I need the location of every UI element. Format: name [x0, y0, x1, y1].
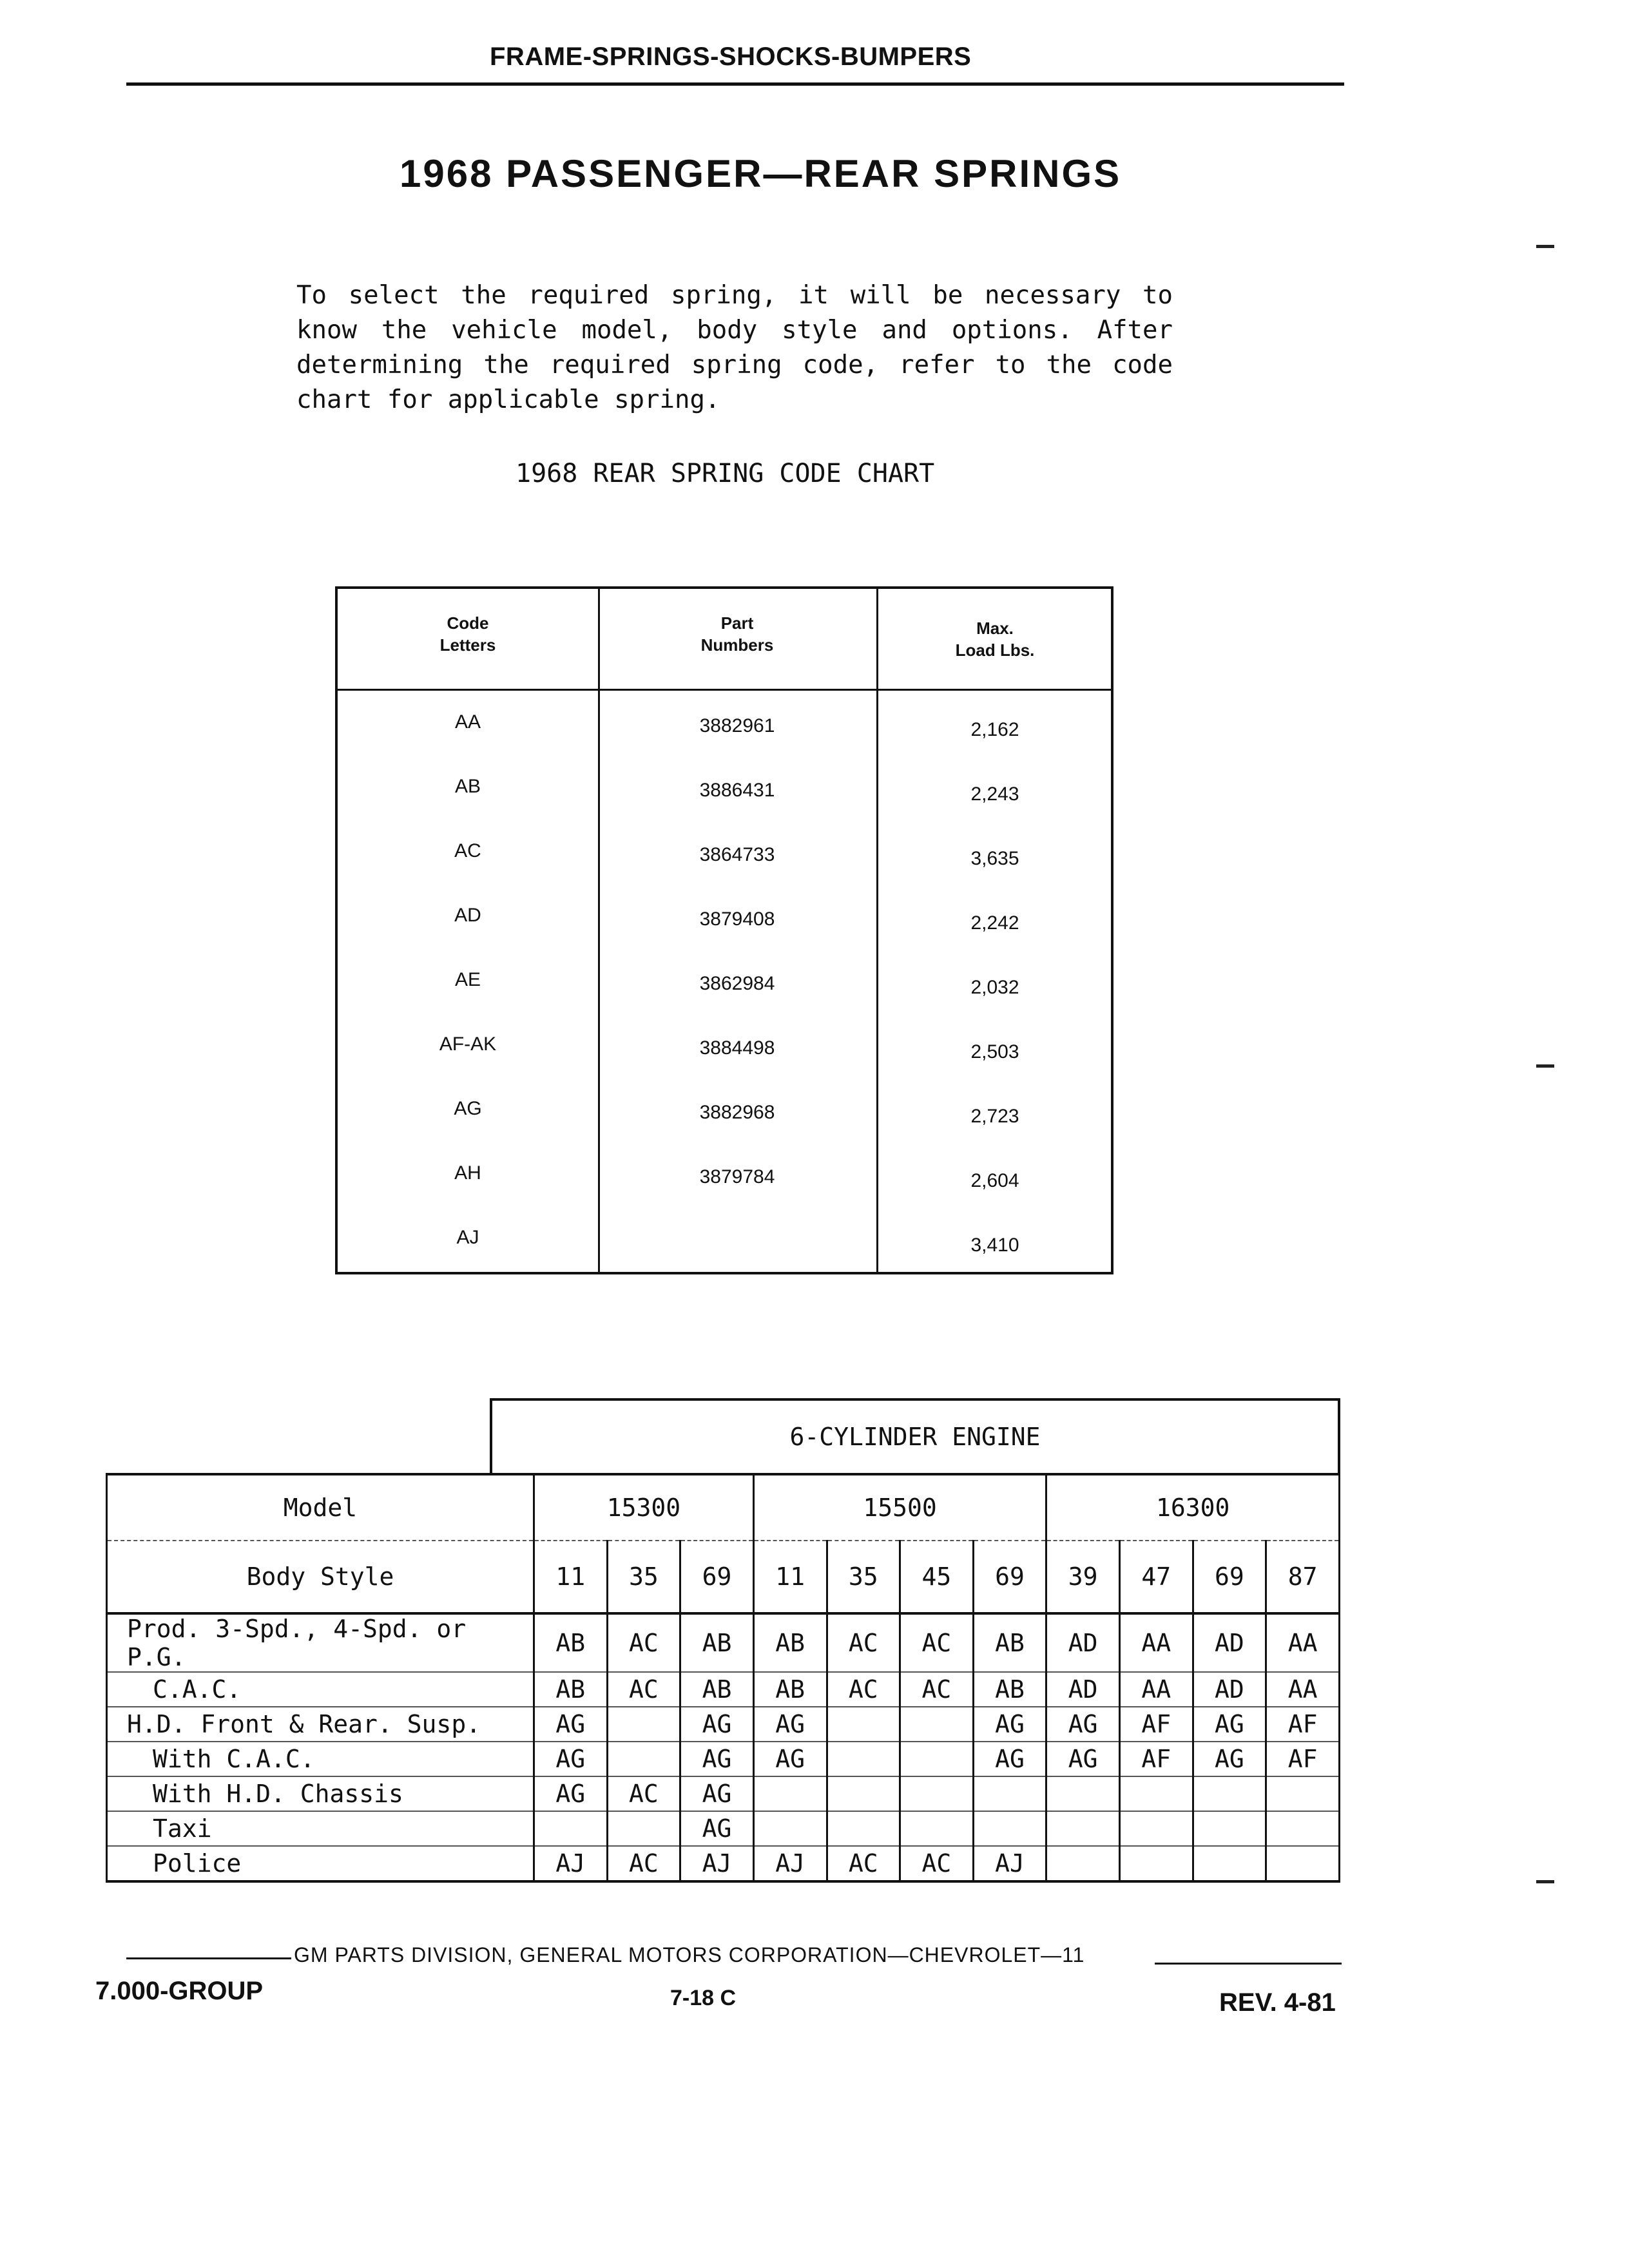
spring-code-cell: AG: [534, 1742, 608, 1776]
margin-mark: [1536, 245, 1554, 248]
spring-code-cell: [1120, 1846, 1193, 1881]
part-number-cell: 3864733: [699, 844, 775, 865]
spring-code-cell: [1120, 1776, 1193, 1811]
spring-code-cell: [900, 1811, 974, 1846]
header-line: Code: [447, 613, 489, 633]
spring-code-cell: AG: [680, 1707, 754, 1742]
part-number-cell: 3882961: [699, 715, 775, 736]
body-style-cell: 87: [1266, 1541, 1340, 1613]
code-letter-cell: AD: [454, 905, 481, 926]
model-15300: 15300: [534, 1474, 754, 1541]
code-letter-cell: AA: [454, 711, 481, 733]
spring-code-cell: [1266, 1811, 1340, 1846]
code-chart-title: 1968 REAR SPRING CODE CHART: [516, 459, 935, 488]
code-letter-cell: AG: [454, 1098, 482, 1119]
max-load-cell: 2,503: [970, 1041, 1019, 1062]
spring-code-cell: AG: [680, 1742, 754, 1776]
spring-code-cell: AC: [827, 1613, 900, 1672]
header-divider: [338, 689, 1111, 691]
max-load-cell: 2,242: [970, 912, 1019, 934]
code-letter-cell: AC: [454, 840, 481, 861]
code-letter-cell: AB: [454, 776, 481, 797]
spring-code-cell: AG: [973, 1742, 1046, 1776]
body-style-cell: 69: [1193, 1541, 1266, 1613]
spring-code-cell: [973, 1811, 1046, 1846]
spring-code-cell: AG: [973, 1707, 1046, 1742]
spring-code-cell: AJ: [973, 1846, 1046, 1881]
spring-code-cell: [1266, 1846, 1340, 1881]
table-row: [107, 1776, 1340, 1811]
header-line: Numbers: [700, 635, 774, 655]
code-letter-cell: AE: [454, 969, 481, 990]
table-row: [107, 1613, 1340, 1672]
spring-code-cell: AC: [827, 1846, 900, 1881]
max-load-cell: 3,410: [970, 1235, 1019, 1256]
spring-code-cell: AG: [534, 1707, 608, 1742]
spring-code-cell: [753, 1776, 827, 1811]
option-label: Prod. 3-Spd., 4-Spd. or P.G.: [107, 1613, 534, 1672]
spring-code-cell: AG: [534, 1776, 608, 1811]
spring-code-cell: AF: [1266, 1707, 1340, 1742]
body-style-cell: 35: [607, 1541, 680, 1613]
engine-header: 6-CYLINDER ENGINE: [490, 1398, 1340, 1473]
spring-code-cell: [1193, 1776, 1266, 1811]
code-letter-cell: AF-AK: [439, 1033, 497, 1055]
footer-text: GM PARTS DIVISION, GENERAL MOTORS CORPORATION—CHEVROLET—11: [294, 1943, 1085, 1966]
option-label: C.A.C.: [107, 1672, 534, 1707]
body-style-cell: 47: [1120, 1541, 1193, 1613]
spring-code-cell: AA: [1120, 1613, 1193, 1672]
part-number-cell: 3879784: [699, 1166, 775, 1187]
spring-code-cell: AG: [680, 1776, 754, 1811]
body-style-row: [107, 1541, 1340, 1613]
spring-code-cell: AG: [1193, 1742, 1266, 1776]
option-label: H.D. Front & Rear. Susp.: [107, 1707, 534, 1742]
spring-code-cell: [753, 1811, 827, 1846]
spring-code-cell: AJ: [534, 1846, 608, 1881]
table-row: [107, 1672, 1340, 1707]
max-load-cell: 3,635: [970, 848, 1019, 869]
spring-code-cell: [900, 1776, 974, 1811]
spring-code-cell: AB: [534, 1672, 608, 1707]
spring-code-cell: AB: [534, 1613, 608, 1672]
spring-code-cell: [900, 1742, 974, 1776]
body-style-cell: 69: [973, 1541, 1046, 1613]
spring-code-cell: AG: [753, 1742, 827, 1776]
spring-code-cell: AB: [753, 1672, 827, 1707]
max-load-cell: 2,243: [970, 783, 1019, 805]
part-number-cell: 3862984: [699, 973, 775, 994]
table-row: [107, 1846, 1340, 1881]
header-line: Max.: [976, 619, 1014, 638]
part-numbers-header: [598, 612, 876, 656]
intro-paragraph: To select the required spring, it will be necessary to know the vehicle model, body style and options. After determining the required spring code, refer to the code chart for applicable spring.: [296, 281, 1173, 414]
spring-code-cell: AF: [1120, 1742, 1193, 1776]
section-header: FRAME-SPRINGS-SHOCKS-BUMPERS: [490, 43, 972, 71]
part-number-cell: 3884498: [699, 1037, 775, 1059]
spring-code-cell: [827, 1776, 900, 1811]
part-number-cell: 3879408: [699, 908, 775, 930]
footer-page-number: 7-18 C: [670, 1986, 737, 2010]
spring-code-cell: AD: [1193, 1613, 1266, 1672]
spring-code-cell: AF: [1120, 1707, 1193, 1742]
spring-code-cell: AB: [680, 1613, 754, 1672]
code-letter-cell: AJ: [456, 1227, 479, 1248]
model-16300: 16300: [1046, 1474, 1340, 1541]
spring-code-cell: AC: [900, 1846, 974, 1881]
code-letters-header: [338, 612, 598, 656]
spring-code-cell: [1046, 1846, 1120, 1881]
option-label: With C.A.C.: [107, 1742, 534, 1776]
spring-code-cell: AC: [607, 1672, 680, 1707]
spring-code-cell: [607, 1707, 680, 1742]
spring-code-cell: [827, 1707, 900, 1742]
spring-code-cell: AC: [900, 1672, 974, 1707]
spring-code-cell: AA: [1266, 1672, 1340, 1707]
header-rule: [126, 82, 1344, 86]
part-number-cell: 3882968: [699, 1102, 775, 1123]
footer-rule-right: [1155, 1963, 1342, 1965]
body-style-cell: 39: [1046, 1541, 1120, 1613]
body-style-cell: 35: [827, 1541, 900, 1613]
max-load-cell: 2,162: [970, 719, 1019, 740]
spring-code-cell: AA: [1120, 1672, 1193, 1707]
model-row: [107, 1474, 1340, 1541]
option-label: Taxi: [107, 1811, 534, 1846]
code-letter-cell: AH: [454, 1162, 481, 1184]
spring-code-cell: [827, 1811, 900, 1846]
spring-code-cell: AD: [1046, 1613, 1120, 1672]
spring-code-cell: AG: [1046, 1707, 1120, 1742]
spring-code-cell: [1193, 1811, 1266, 1846]
spring-code-cell: [1193, 1846, 1266, 1881]
body-style-label: Body Style: [107, 1541, 534, 1613]
spring-code-cell: AJ: [680, 1846, 754, 1881]
body-style-cell: 11: [534, 1541, 608, 1613]
max-load-cell: 2,604: [970, 1170, 1019, 1191]
spring-code-cell: [973, 1776, 1046, 1811]
option-label: Police: [107, 1846, 534, 1881]
table-row: [107, 1811, 1340, 1846]
part-number-cell: 3886431: [699, 780, 775, 801]
spring-application-table: [106, 1473, 1340, 1883]
margin-mark: [1536, 1064, 1554, 1068]
spring-code-cell: AB: [973, 1672, 1046, 1707]
spring-code-cell: [827, 1742, 900, 1776]
spring-code-cell: AD: [1193, 1672, 1266, 1707]
spring-code-cell: AA: [1266, 1613, 1340, 1672]
model-15500: 15500: [753, 1474, 1046, 1541]
footer-rule-left: [126, 1957, 291, 1959]
max-load-cell: 2,032: [970, 977, 1019, 998]
spring-code-cell: [607, 1742, 680, 1776]
option-label: With H.D. Chassis: [107, 1776, 534, 1811]
model-label: Model: [107, 1474, 534, 1541]
spring-code-cell: AJ: [753, 1846, 827, 1881]
table-row: [107, 1707, 1340, 1742]
margin-mark: [1536, 1880, 1554, 1883]
spring-code-cell: AC: [827, 1672, 900, 1707]
spring-code-cell: AD: [1046, 1672, 1120, 1707]
header-line: Letters: [439, 635, 496, 655]
spring-code-cell: [1046, 1811, 1120, 1846]
spring-code-cell: [1046, 1776, 1120, 1811]
spring-code-cell: AC: [900, 1613, 974, 1672]
spring-code-cell: AF: [1266, 1742, 1340, 1776]
spring-code-cell: AB: [973, 1613, 1046, 1672]
spring-code-cell: [1120, 1811, 1193, 1846]
spring-code-cell: AB: [680, 1672, 754, 1707]
spring-code-cell: AG: [753, 1707, 827, 1742]
max-load-header: [876, 617, 1113, 661]
spring-code-cell: AB: [753, 1613, 827, 1672]
header-line: Part: [720, 613, 754, 633]
spring-code-cell: [607, 1811, 680, 1846]
header-line: Load Lbs.: [955, 640, 1035, 660]
spring-code-cell: [534, 1811, 608, 1846]
body-style-cell: 69: [680, 1541, 754, 1613]
page-title: 1968 PASSENGER—REAR SPRINGS: [400, 152, 1122, 195]
footer-revision: REV. 4-81: [1219, 1988, 1336, 2017]
spring-code-cell: AC: [607, 1846, 680, 1881]
spring-code-cell: AC: [607, 1776, 680, 1811]
footer-group: 7.000-GROUP: [95, 1977, 264, 2005]
spring-code-cell: [900, 1707, 974, 1742]
spring-code-cell: [1266, 1776, 1340, 1811]
spring-code-cell: AC: [607, 1613, 680, 1672]
spring-code-cell: AG: [680, 1811, 754, 1846]
code-chart: [335, 586, 1113, 1274]
spring-code-cell: AG: [1046, 1742, 1120, 1776]
body-style-cell: 45: [900, 1541, 974, 1613]
body-style-cell: 11: [753, 1541, 827, 1613]
table-row: [107, 1742, 1340, 1776]
spring-code-cell: AG: [1193, 1707, 1266, 1742]
max-load-cell: 2,723: [970, 1106, 1019, 1127]
